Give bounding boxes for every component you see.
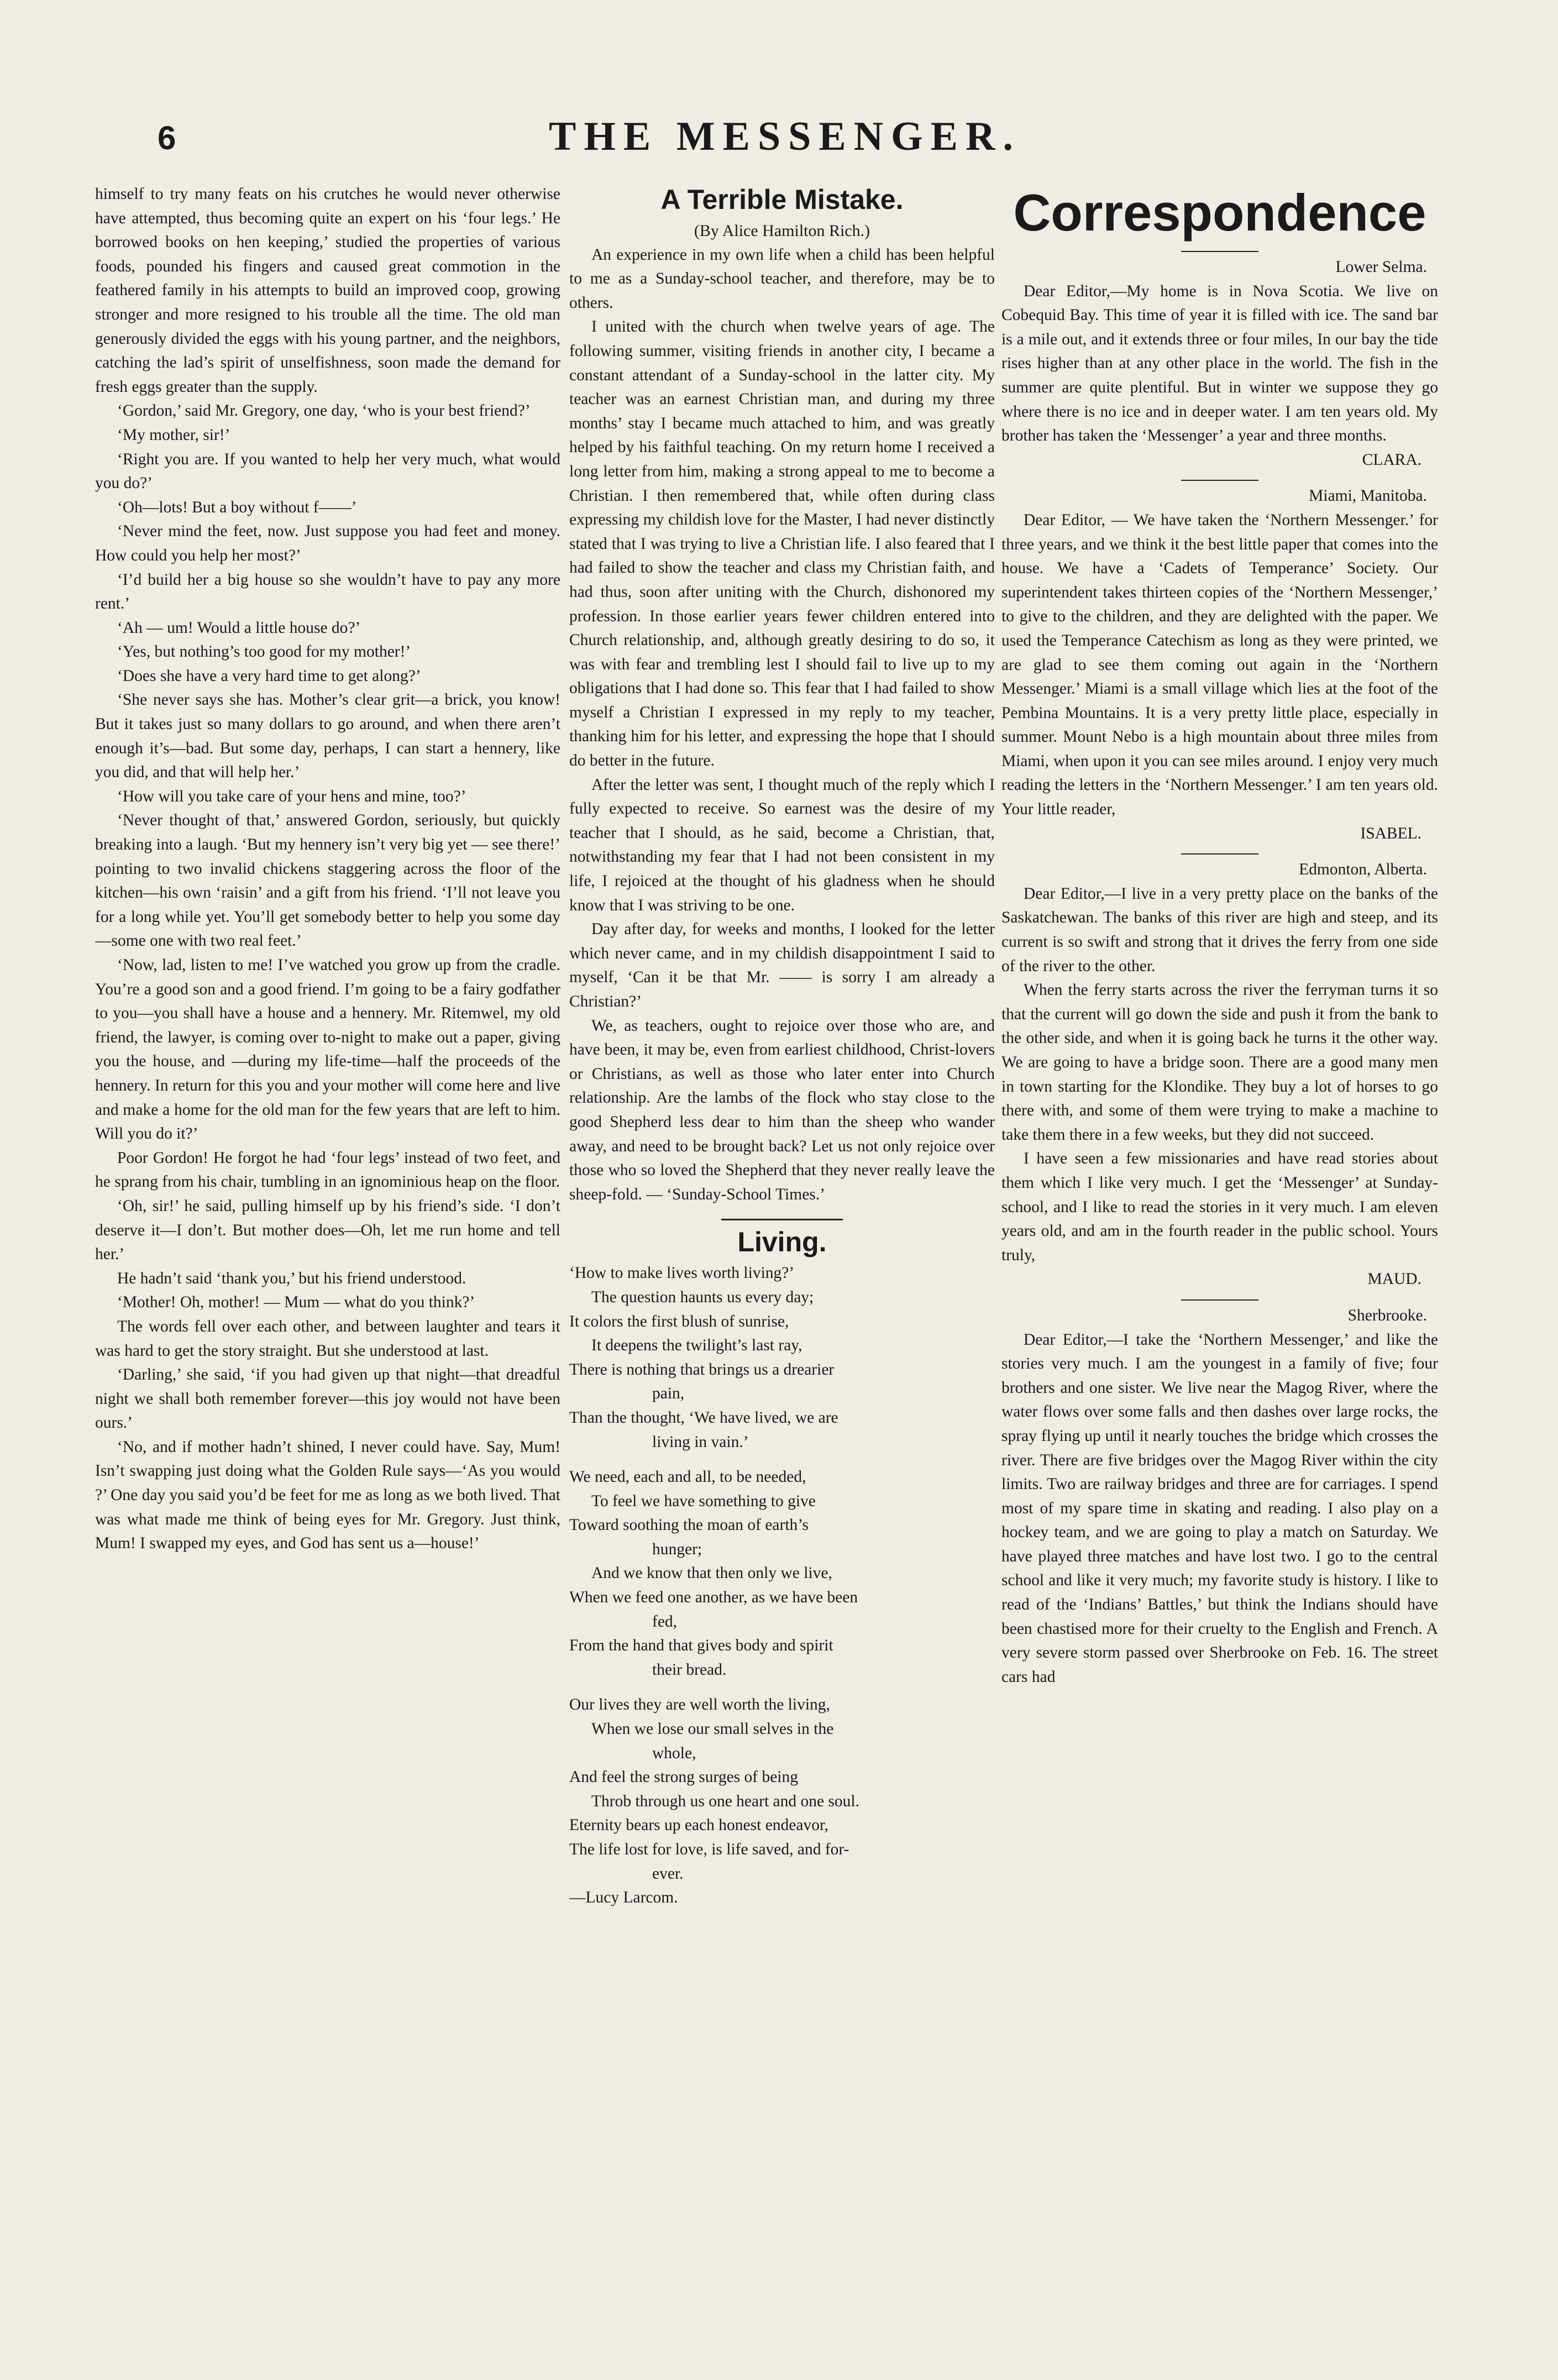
paragraph: An experience in my own life when a child has been helpful to me as a Sunday-school teacher, and therefore, may be to others. bbox=[569, 245, 995, 312]
poem bbox=[569, 1261, 995, 1910]
paragraph: We, as teachers, ought to rejoice over those who are, and have been, it may be, even from earliest childhood, Christ-lovers or Christians, as well as those who later enter into Church relationship. Are the lambs of the flock who stay close to the good Shepherd less dear to him than the sheep who wander away, and need to be brought back? Let us not only rejoice over those who so loved the Shepherd that they never really leave the sheep-fold. — ‘Sunday-School Times.’ bbox=[569, 1016, 995, 1203]
paragraph: ‘Darling,’ she said, ‘if you had given up that night—that dreadful night we shall both remember forever—this joy would not have been ours.’ bbox=[95, 1366, 560, 1432]
column-2 bbox=[569, 182, 995, 2297]
letter-body: Dear Editor,—I take the ‘Northern Messenger,’ and like the stories very much. I am the youngest in a family of five; four brothers and one sister. We live near the Magog River, where the water flows over some falls and then dashes over large rocks, the spray flying up until it nearly touches the bridge which crosses the river. There are five bridges over the Magog River within the city limits. Two are railway bridges and three are for carriages. I spend most of my spare time in skating and reading. I also play on a hockey team, and we are going to play a match on Saturday. We have played three matches and have lost two. I go to the central school and like it very much; my favorite study is history. I like to read of the ‘Indians’ Battles,’ but think the Indians should have been chastised more for their cruelty to the English and French. A very severe storm passed over Sherbrooke on Feb. 16. The street cars had bbox=[1001, 1330, 1438, 1686]
poem-line: It deepens the twilight’s last ray, bbox=[591, 1336, 802, 1355]
letter-place: Miami, Manitoba. bbox=[1309, 487, 1427, 505]
paragraph: ‘Oh, sir!’ he said, pulling himself up by his friend’s side. ‘I don’t deserve it—I don’t. But mother does—Oh, let me run home and tell her.’ bbox=[95, 1197, 560, 1264]
poem-line: When we feed one another, as we have been bbox=[569, 1589, 858, 1607]
letter-body: When the ferry starts across the river the ferryman turns it so that the current will go down the side and push it from the bank to the other side, and when it is going back he turns it the other way. We are going to have a bridge soon. There are a good many men in town starting for the Klondike. They buy a lot of horses to go there with, and some of them were trying to make a machine to take them there in a few weeks, but they did not succeed. bbox=[1001, 981, 1438, 1144]
correspondence-heading: Correspondence bbox=[1013, 184, 1426, 242]
letter-body: Dear Editor,—My home is in Nova Scotia. We live on Cobequid Bay. This time of year it is filled with ice. The sand bar is a mile out, and it extends three or four miles, In our bay the tide rises higher than at any other place in the world. The fish in the summer are quite plentiful. But in winter we suppose they go where there is no ice and in deeper water. I am ten years old. My brother has taken the ‘Messenger’ a year and three months. bbox=[1001, 282, 1438, 445]
divider bbox=[1181, 853, 1258, 855]
paragraph: Day after day, for weeks and months, I looked for the letter which never came, and in my childish disappointment I said to myself, ‘Can it be that Mr. —— is sorry I am already a Christian?’ bbox=[569, 920, 995, 1010]
column-3 bbox=[1001, 182, 1438, 2297]
poem-line: Throb through us one heart and one soul. bbox=[591, 1792, 860, 1810]
poem-line: fed, bbox=[652, 1612, 678, 1631]
poem-line: We need, each and all, to be needed, bbox=[569, 1468, 806, 1486]
paragraph: ‘Now, lad, listen to me! I’ve watched you grow up from the cradle. You’re a good son and a good friend. I’m going to be a fairy godfather to you—you shall have a house and a hennery. Mr. Ritemwel, my old friend, the lawyer, is coming over to-night to make out a paper, giving you the house, and —during my life-time—half the proceeds of the hennery. In return for this you and your mother will come here and live and make a home for the old man for the few years that are left to him. Will you do it?’ bbox=[95, 956, 560, 1143]
paragraph: himself to try many feats on his crutches he would never otherwise have attempted, thus becoming quite an expert on his ‘four legs.’ He borrowed books on hen keeping,’ studied the properties of various foods, pounded his fingers and caused great commotion in the feathered family in his attempts to build an improved coop, growing stronger and more resigned to his trouble all the time. The old man generously divided the eggs with his young partner, and the neighbors, catching the lad’s spirit of unselfishness, soon made the demand for fresh eggs greater than the supply. bbox=[95, 185, 560, 396]
poem-line: Than the thought, ‘We have lived, we are bbox=[569, 1408, 838, 1427]
letter-signature: ISABEL. bbox=[1360, 824, 1421, 842]
poem-line: Eternity bears up each honest endeavor, bbox=[569, 1816, 828, 1834]
paragraph: ‘Right you are. If you wanted to help her very much, what would you do?’ bbox=[95, 450, 560, 492]
paragraph: After the letter was sent, I thought much of the reply which I fully expected to receive. So earnest was the desire of my teacher that I should, as he said, become a Christian, that, notwithstanding my fear that I had not been consistent in my life, I rejoiced at the thought of his gladness when he should know that I was striving to be one. bbox=[569, 775, 995, 914]
paragraph: ‘Ah — um! Would a little house do?’ bbox=[117, 618, 361, 637]
paragraph: ‘My mother, sir!’ bbox=[117, 426, 230, 444]
letter-place: Lower Selma. bbox=[1335, 258, 1427, 276]
poem-line: It colors the first blush of sunrise, bbox=[569, 1312, 789, 1330]
section-divider bbox=[721, 1219, 843, 1220]
paragraph: Poor Gordon! He forgot he had ‘four legs’ instead of two feet, and he sprang from his chair, tumbling in an ignominious heap on the floor. bbox=[95, 1149, 560, 1191]
poem-line: pain, bbox=[652, 1385, 685, 1403]
byline: (By Alice Hamilton Rich.) bbox=[694, 222, 870, 240]
poem-line: And feel the strong surges of being bbox=[569, 1768, 799, 1786]
letter-body: Dear Editor,—I live in a very pretty place on the banks of the Saskatchewan. The banks of this river are high and steep, and its current is so swift and strong that it drives the ferry from one side of the river to the other. bbox=[1001, 884, 1438, 975]
column-1 bbox=[95, 182, 560, 2297]
poem-heading: Living. bbox=[737, 1226, 827, 1258]
paragraph: ‘Gordon,’ said Mr. Gregory, one day, ‘who is your best friend?’ bbox=[117, 402, 531, 420]
letter-place: Sherbrooke. bbox=[1347, 1306, 1427, 1324]
article-heading: A Terrible Mistake. bbox=[660, 184, 904, 215]
poem-line: living in vain.’ bbox=[652, 1433, 749, 1451]
letter-signature: CLARA. bbox=[1362, 450, 1421, 469]
paragraph: ‘Does she have a very hard time to get along?’ bbox=[117, 667, 421, 685]
poem-line: The question haunts us every day; bbox=[591, 1288, 814, 1306]
poem-line: Toward soothing the moan of earth’s bbox=[569, 1516, 809, 1534]
poem-line: When we lose our small selves in the bbox=[591, 1720, 834, 1738]
paragraph: ‘How will you take care of your hens and mine, too?’ bbox=[117, 787, 466, 805]
poem-line: hunger; bbox=[652, 1540, 702, 1558]
paragraph: ‘Yes, but nothing’s too good for my mother!’ bbox=[117, 643, 411, 661]
poem-line: To feel we have something to give bbox=[591, 1492, 816, 1510]
masthead bbox=[133, 113, 1437, 174]
paragraph: ‘She never says she has. Mother’s clear grit—a brick, you know! But it takes just so many dollars to go around, and when there aren’t enough it’s—bad. But some day, perhaps, I can start a hennery, like you did, and that will help her.’ bbox=[95, 691, 560, 782]
paragraph: ‘Oh—lots! But a boy without f——’ bbox=[117, 498, 357, 516]
divider bbox=[1181, 251, 1258, 252]
paragraph: ‘Never thought of that,’ answered Gordon, seriously, but quickly breaking into a laugh. ‘But my hennery isn’t very big yet — see there!’ pointing to two invalid chickens staggering across the floor of the kitchen—his own ‘raisin’ and a gift from his friend. ‘I’ll not leave you for a long while yet. You’ll get somebody better to help you some day —some one with two real feet.’ bbox=[95, 811, 560, 950]
paragraph: ‘Mother! Oh, mother! — Mum — what do you think?’ bbox=[117, 1293, 475, 1312]
poem-line: ‘How to make lives worth living?’ bbox=[569, 1264, 795, 1282]
poem-line: Our lives they are well worth the living, bbox=[569, 1696, 830, 1714]
paragraph: The words fell over each other, and between laughter and tears it was hard to get the story straight. But she understood at last. bbox=[95, 1317, 560, 1360]
divider bbox=[1181, 1299, 1258, 1301]
poem-line: ever. bbox=[652, 1864, 684, 1883]
poem-line: There is nothing that brings us a drearier bbox=[569, 1360, 835, 1378]
poem-line: And we know that then only we live, bbox=[591, 1564, 832, 1582]
poem-line: The life lost for love, is life saved, and for- bbox=[569, 1841, 849, 1858]
paragraph: He hadn’t said ‘thank you,’ but his friend understood. bbox=[117, 1269, 466, 1287]
paragraph: I united with the church when twelve years of age. The following summer, visiting friends in another city, I became a constant attendant of a Sunday-school in the latter city. My teacher was an earnest Christian man, and during my three months’ stay I became much attached to him, and was greatly helped by his faithful teaching. On my return home I received a long letter from him, making a strong appeal to me to become a Christian. I then remembered that, while often during class expressing my childish love for the Master, I had never distinctly stated that I was trying to live a Christian life. I also feared that I had failed to show the teacher and class my Christian faith, and had thus, soon after uniting with the Church, dishonored my profession. In those earlier years fewer children entered into Church relationship, and, although greatly desiring to do so, it was with fear and trembling lest I should fail to live up to my obligations that I had done so. This fear that I had failed to show myself a Christian I expressed in my reply to my teacher, thanking him for his letter, and expressing the hope that I should do better in the future. bbox=[569, 318, 995, 770]
poem-line: whole, bbox=[652, 1744, 696, 1762]
divider bbox=[1181, 480, 1258, 481]
paragraph: ‘Never mind the feet, now. Just suppose you had feet and money. How could you help her most?’ bbox=[95, 522, 560, 564]
poem-line: From the hand that gives body and spirit bbox=[569, 1637, 833, 1655]
letter-signature: MAUD. bbox=[1367, 1270, 1421, 1288]
paragraph: ‘No, and if mother hadn’t shined, I never could have. Say, Mum! Isn’t swapping just doing what the Golden Rule says—‘As you would ?’ One day you said you’d be feet for me as long as we both lived. That was what made me think of being eyes for Mr. Gregory. Just think, Mum! I swapped my eyes, and God has sent us a—house!’ bbox=[95, 1438, 560, 1553]
newspaper-title: THE MESSENGER. bbox=[549, 114, 1021, 159]
paragraph: ‘I’d build her a big house so she wouldn’t have to pay any more rent.’ bbox=[95, 570, 560, 613]
letter-place: Edmonton, Alberta. bbox=[1299, 861, 1427, 879]
letter-body: Dear Editor, — We have taken the ‘Northern Messenger.’ for three years, and we think it the best little paper that comes into the house. We have a ‘Cadets of Temperance’ Society. Our superintendent takes thirteen copies of the ‘Northern Messenger,’ to give to the children, and they are delighted with the paper. We used the Temperance Catechism as long as they were printed, we are glad to see them coming out again in the ‘Northern Messenger.’ Miami is a small village which lies at the foot of the Pembina Mountains. It is a very pretty little place, especially in summer. Mount Nebo is a high mountain about three miles from Miami, when upon it you can see miles around. I enjoy very much reading the letters in the ‘Northern Messenger.’ I am ten years old. Your little reader, bbox=[1001, 511, 1438, 819]
page-number: 6 bbox=[158, 119, 176, 156]
poem-line: their bread. bbox=[652, 1660, 727, 1679]
letter-body: I have seen a few missionaries and have read stories about them which I like very much. I get the ‘Messenger’ at Sunday-school, and I like to read the stories in it very much. I am eleven years old, and am in the fourth reader in the public school. Yours truly, bbox=[1001, 1150, 1438, 1264]
poem-author: —Lucy Larcom. bbox=[569, 1889, 678, 1907]
